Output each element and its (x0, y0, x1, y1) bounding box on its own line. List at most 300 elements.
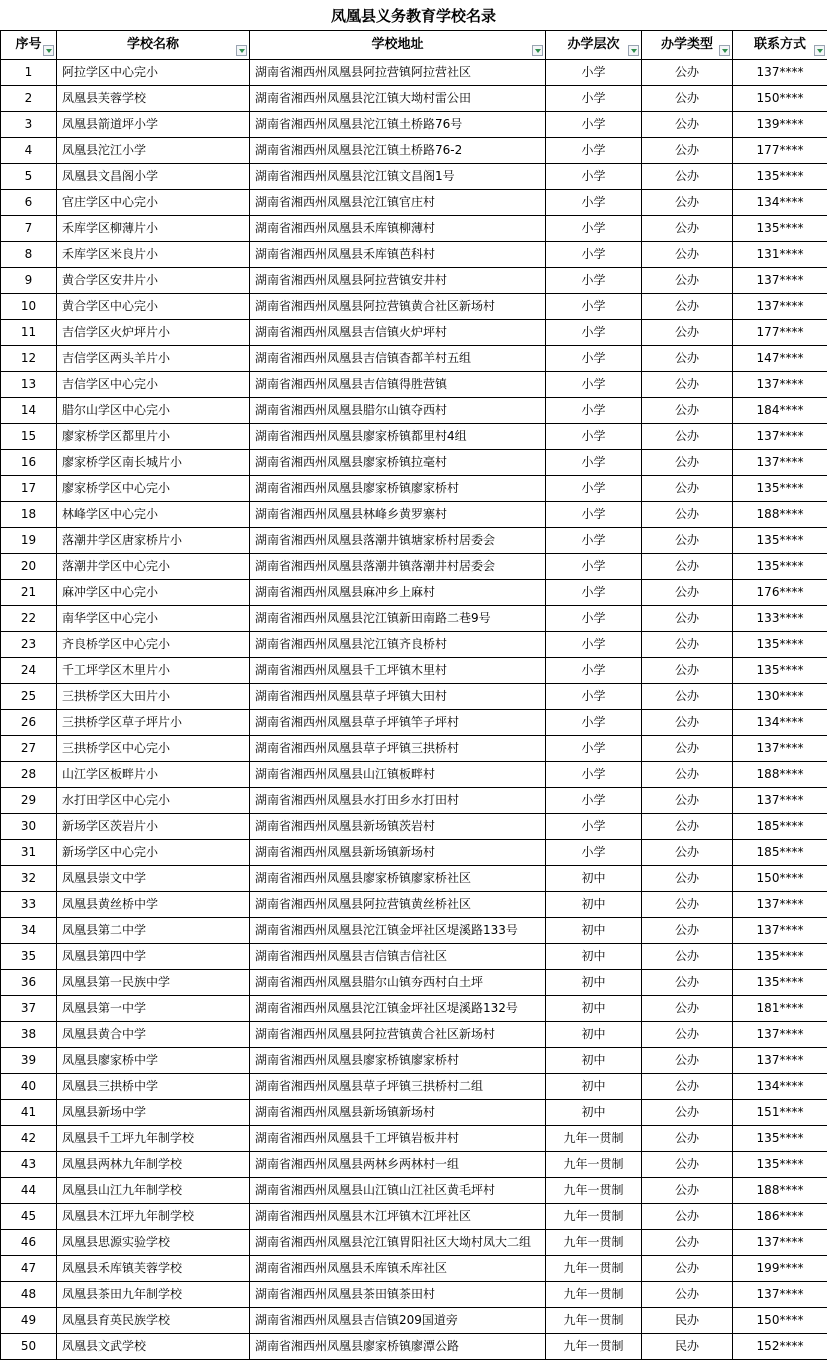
cell-level: 小学 (546, 476, 642, 502)
table-row (1, 944, 827, 970)
cell-level: 小学 (546, 398, 642, 424)
cell-contact: 188**** (733, 1178, 827, 1204)
cell-index: 43 (1, 1152, 57, 1178)
cell-address: 湖南省湘西州凤凰县沱江镇金坪社区堤溪路133号 (250, 918, 546, 944)
cell-contact: 135**** (733, 554, 827, 580)
cell-type: 公办 (642, 1230, 733, 1256)
table-row (1, 398, 827, 424)
cell-level: 初中 (546, 918, 642, 944)
cell-level: 小学 (546, 60, 642, 86)
cell-address: 湖南省湘西州凤凰县草子坪镇大田村 (250, 684, 546, 710)
table-row (1, 450, 827, 476)
cell-index: 45 (1, 1204, 57, 1230)
cell-address: 湖南省湘西州凤凰县廖家桥镇廖家桥社区 (250, 866, 546, 892)
cell-type: 公办 (642, 450, 733, 476)
cell-contact: 147**** (733, 346, 827, 372)
cell-index: 5 (1, 164, 57, 190)
cell-contact: 137**** (733, 424, 827, 450)
cell-contact: 139**** (733, 112, 827, 138)
cell-school-name: 山江学区板畔片小 (57, 762, 250, 788)
cell-address: 湖南省湘西州凤凰县沱江镇土桥路76号 (250, 112, 546, 138)
cell-contact: 137**** (733, 918, 827, 944)
cell-school-name: 林峰学区中心完小 (57, 502, 250, 528)
cell-level: 小学 (546, 450, 642, 476)
table-row (1, 346, 827, 372)
cell-contact: 137**** (733, 294, 827, 320)
cell-contact: 137**** (733, 736, 827, 762)
cell-index: 22 (1, 606, 57, 632)
cell-address: 湖南省湘西州凤凰县阿拉营镇安井村 (250, 268, 546, 294)
cell-level: 小学 (546, 580, 642, 606)
cell-level: 九年一贯制 (546, 1178, 642, 1204)
col-header-contact[interactable]: 联系方式 (733, 31, 827, 60)
cell-level: 小学 (546, 632, 642, 658)
cell-address: 湖南省湘西州凤凰县阿拉营镇黄合社区新场村 (250, 294, 546, 320)
cell-level: 初中 (546, 1048, 642, 1074)
cell-type: 公办 (642, 606, 733, 632)
col-header-idx[interactable]: 序号 (1, 31, 57, 60)
cell-contact: 135**** (733, 1152, 827, 1178)
cell-school-name: 凤凰县箭道坪小学 (57, 112, 250, 138)
cell-level: 小学 (546, 788, 642, 814)
table-row (1, 476, 827, 502)
cell-index: 24 (1, 658, 57, 684)
cell-type: 公办 (642, 554, 733, 580)
cell-index: 31 (1, 840, 57, 866)
table-row (1, 1126, 827, 1152)
cell-contact: 152**** (733, 1334, 827, 1360)
cell-type: 公办 (642, 164, 733, 190)
cell-level: 小学 (546, 502, 642, 528)
cell-type: 公办 (642, 398, 733, 424)
cell-level: 小学 (546, 164, 642, 190)
cell-level: 初中 (546, 866, 642, 892)
cell-type: 公办 (642, 840, 733, 866)
cell-type: 公办 (642, 190, 733, 216)
table-row (1, 138, 827, 164)
col-header-address[interactable]: 学校地址 (250, 31, 546, 60)
table-row (1, 892, 827, 918)
cell-type: 公办 (642, 112, 733, 138)
cell-index: 2 (1, 86, 57, 112)
cell-level: 九年一贯制 (546, 1230, 642, 1256)
cell-school-name: 新场学区茨岩片小 (57, 814, 250, 840)
cell-level: 小学 (546, 762, 642, 788)
cell-school-name: 凤凰县茶田九年制学校 (57, 1282, 250, 1308)
cell-type: 公办 (642, 918, 733, 944)
school-table (0, 30, 827, 1360)
cell-type: 公办 (642, 346, 733, 372)
table-row (1, 632, 827, 658)
cell-contact: 133**** (733, 606, 827, 632)
cell-address: 湖南省湘西州凤凰县林峰乡黄罗寨村 (250, 502, 546, 528)
cell-contact: 137**** (733, 268, 827, 294)
cell-school-name: 凤凰县三拱桥中学 (57, 1074, 250, 1100)
table-row (1, 1152, 827, 1178)
cell-contact: 135**** (733, 476, 827, 502)
cell-address: 湖南省湘西州凤凰县廖家桥镇拉毫村 (250, 450, 546, 476)
table-body (1, 60, 827, 1360)
cell-type: 公办 (642, 944, 733, 970)
cell-address: 湖南省湘西州凤凰县麻冲乡上麻村 (250, 580, 546, 606)
cell-level: 小学 (546, 424, 642, 450)
cell-type: 公办 (642, 580, 733, 606)
cell-school-name: 廖家桥学区中心完小 (57, 476, 250, 502)
cell-school-name: 凤凰县千工坪九年制学校 (57, 1126, 250, 1152)
cell-index: 29 (1, 788, 57, 814)
cell-type: 公办 (642, 996, 733, 1022)
cell-type: 公办 (642, 216, 733, 242)
cell-contact: 186**** (733, 1204, 827, 1230)
cell-type: 公办 (642, 60, 733, 86)
table-row (1, 190, 827, 216)
cell-school-name: 凤凰县两林九年制学校 (57, 1152, 250, 1178)
table-row (1, 164, 827, 190)
cell-address: 湖南省湘西州凤凰县落潮井镇落潮井村居委会 (250, 554, 546, 580)
cell-index: 28 (1, 762, 57, 788)
cell-level: 初中 (546, 1074, 642, 1100)
cell-school-name: 南华学区中心完小 (57, 606, 250, 632)
cell-index: 3 (1, 112, 57, 138)
cell-school-name: 黄合学区安井片小 (57, 268, 250, 294)
table-row (1, 1204, 827, 1230)
cell-level: 初中 (546, 1100, 642, 1126)
cell-index: 19 (1, 528, 57, 554)
cell-contact: 150**** (733, 1308, 827, 1334)
cell-level: 小学 (546, 346, 642, 372)
cell-level: 小学 (546, 736, 642, 762)
cell-contact: 135**** (733, 164, 827, 190)
table-row (1, 554, 827, 580)
cell-contact: 134**** (733, 190, 827, 216)
table-row (1, 1074, 827, 1100)
cell-level: 小学 (546, 528, 642, 554)
cell-index: 50 (1, 1334, 57, 1360)
cell-level: 小学 (546, 320, 642, 346)
cell-school-name: 凤凰县黄合中学 (57, 1022, 250, 1048)
table-row (1, 684, 827, 710)
cell-level: 小学 (546, 112, 642, 138)
col-header-type[interactable]: 办学类型 (642, 31, 733, 60)
cell-level: 初中 (546, 1022, 642, 1048)
cell-school-name: 凤凰县第二中学 (57, 918, 250, 944)
cell-contact: 150**** (733, 86, 827, 112)
page-title: 凤凰县义务教育学校名录 (330, 6, 496, 25)
cell-index: 1 (1, 60, 57, 86)
cell-address: 湖南省湘西州凤凰县沱江镇新田南路二巷9号 (250, 606, 546, 632)
cell-address: 湖南省湘西州凤凰县吉信镇火炉坪村 (250, 320, 546, 346)
cell-contact: 137**** (733, 60, 827, 86)
cell-level: 小学 (546, 138, 642, 164)
cell-school-name: 廖家桥学区南长城片小 (57, 450, 250, 476)
cell-contact: 135**** (733, 1126, 827, 1152)
cell-contact: 135**** (733, 658, 827, 684)
col-header-level[interactable]: 办学层次 (546, 31, 642, 60)
cell-school-name: 凤凰县第四中学 (57, 944, 250, 970)
cell-address: 湖南省湘西州凤凰县廖家桥镇都里村4组 (250, 424, 546, 450)
cell-index: 42 (1, 1126, 57, 1152)
cell-contact: 135**** (733, 632, 827, 658)
cell-address: 湖南省湘西州凤凰县腊尔山镇夯西村白土坪 (250, 970, 546, 996)
cell-index: 16 (1, 450, 57, 476)
cell-index: 4 (1, 138, 57, 164)
cell-type: 公办 (642, 684, 733, 710)
cell-address: 湖南省湘西州凤凰县千工坪镇木里村 (250, 658, 546, 684)
cell-type: 公办 (642, 320, 733, 346)
cell-contact: 135**** (733, 970, 827, 996)
filter-dropdown-icon[interactable] (532, 45, 543, 56)
cell-level: 小学 (546, 710, 642, 736)
cell-address: 湖南省湘西州凤凰县沱江镇大坳村雷公田 (250, 86, 546, 112)
cell-contact: 181**** (733, 996, 827, 1022)
table-row (1, 762, 827, 788)
cell-school-name: 凤凰县育英民族学校 (57, 1308, 250, 1334)
cell-index: 21 (1, 580, 57, 606)
table-row (1, 86, 827, 112)
cell-address: 湖南省湘西州凤凰县草子坪镇三拱桥村 (250, 736, 546, 762)
cell-address: 湖南省湘西州凤凰县吉信镇杳都羊村五组 (250, 346, 546, 372)
cell-index: 25 (1, 684, 57, 710)
cell-school-name: 禾库学区米良片小 (57, 242, 250, 268)
cell-index: 17 (1, 476, 57, 502)
table-row (1, 1334, 827, 1360)
cell-address: 湖南省湘西州凤凰县沱江镇官庄村 (250, 190, 546, 216)
cell-level: 九年一贯制 (546, 1204, 642, 1230)
cell-index: 20 (1, 554, 57, 580)
cell-contact: 188**** (733, 502, 827, 528)
cell-contact: 177**** (733, 320, 827, 346)
cell-level: 初中 (546, 970, 642, 996)
cell-school-name: 凤凰县山江九年制学校 (57, 1178, 250, 1204)
cell-type: 公办 (642, 268, 733, 294)
cell-type: 公办 (642, 1126, 733, 1152)
filter-dropdown-icon[interactable] (628, 45, 639, 56)
cell-type: 公办 (642, 138, 733, 164)
cell-contact: 188**** (733, 762, 827, 788)
cell-address: 湖南省湘西州凤凰县沱江镇胃阳社区大坳村凤大二组 (250, 1230, 546, 1256)
cell-address: 湖南省湘西州凤凰县山江镇山江社区黄毛坪村 (250, 1178, 546, 1204)
cell-address: 湖南省湘西州凤凰县木江坪镇木江坪社区 (250, 1204, 546, 1230)
cell-index: 34 (1, 918, 57, 944)
cell-address: 湖南省湘西州凤凰县两林乡两林村一组 (250, 1152, 546, 1178)
cell-school-name: 三拱桥学区草子坪片小 (57, 710, 250, 736)
cell-address: 湖南省湘西州凤凰县新场镇新场村 (250, 1100, 546, 1126)
cell-index: 35 (1, 944, 57, 970)
cell-school-name: 凤凰县文武学校 (57, 1334, 250, 1360)
cell-address: 湖南省湘西州凤凰县阿拉营镇黄丝桥社区 (250, 892, 546, 918)
cell-address: 湖南省湘西州凤凰县草子坪镇竿子坪村 (250, 710, 546, 736)
cell-school-name: 廖家桥学区都里片小 (57, 424, 250, 450)
cell-type: 公办 (642, 294, 733, 320)
cell-level: 小学 (546, 242, 642, 268)
cell-index: 44 (1, 1178, 57, 1204)
cell-school-name: 黄合学区中心完小 (57, 294, 250, 320)
cell-school-name: 千工坪学区木里片小 (57, 658, 250, 684)
filter-dropdown-icon[interactable] (719, 45, 730, 56)
cell-type: 公办 (642, 866, 733, 892)
cell-school-name: 吉信学区火炉坪片小 (57, 320, 250, 346)
cell-type: 民办 (642, 1308, 733, 1334)
cell-index: 7 (1, 216, 57, 242)
cell-school-name: 凤凰县廖家桥中学 (57, 1048, 250, 1074)
table-row (1, 606, 827, 632)
cell-school-name: 水打田学区中心完小 (57, 788, 250, 814)
cell-school-name: 凤凰县木江坪九年制学校 (57, 1204, 250, 1230)
cell-level: 小学 (546, 86, 642, 112)
cell-school-name: 凤凰县黄丝桥中学 (57, 892, 250, 918)
cell-address: 湖南省湘西州凤凰县吉信镇得胜营镇 (250, 372, 546, 398)
filter-dropdown-icon[interactable] (814, 45, 825, 56)
col-header-name[interactable]: 学校名称 (57, 31, 250, 60)
cell-index: 32 (1, 866, 57, 892)
table-row (1, 1178, 827, 1204)
table-row (1, 1256, 827, 1282)
cell-address: 湖南省湘西州凤凰县沱江镇土桥路76-2 (250, 138, 546, 164)
cell-school-name: 落潮井学区中心完小 (57, 554, 250, 580)
cell-contact: 137**** (733, 892, 827, 918)
cell-school-name: 凤凰县思源实验学校 (57, 1230, 250, 1256)
table-row (1, 840, 827, 866)
cell-level: 九年一贯制 (546, 1308, 642, 1334)
table-row (1, 866, 827, 892)
cell-school-name: 凤凰县崇文中学 (57, 866, 250, 892)
cell-index: 39 (1, 1048, 57, 1074)
cell-type: 公办 (642, 1022, 733, 1048)
table-row (1, 502, 827, 528)
cell-school-name: 禾库学区柳薄片小 (57, 216, 250, 242)
cell-level: 小学 (546, 814, 642, 840)
cell-index: 10 (1, 294, 57, 320)
cell-index: 13 (1, 372, 57, 398)
cell-address: 湖南省湘西州凤凰县千工坪镇岩板井村 (250, 1126, 546, 1152)
table-row (1, 1022, 827, 1048)
cell-index: 6 (1, 190, 57, 216)
table-row (1, 710, 827, 736)
filter-dropdown-icon[interactable] (236, 45, 247, 56)
cell-address: 湖南省湘西州凤凰县茶田镇茶田村 (250, 1282, 546, 1308)
cell-type: 公办 (642, 788, 733, 814)
cell-school-name: 凤凰县第一中学 (57, 996, 250, 1022)
cell-address: 湖南省湘西州凤凰县沱江镇齐良桥村 (250, 632, 546, 658)
cell-school-name: 凤凰县沱江小学 (57, 138, 250, 164)
cell-index: 37 (1, 996, 57, 1022)
cell-address: 湖南省湘西州凤凰县新场镇茨岩村 (250, 814, 546, 840)
cell-school-name: 凤凰县第一民族中学 (57, 970, 250, 996)
cell-type: 公办 (642, 372, 733, 398)
cell-level: 小学 (546, 268, 642, 294)
cell-type: 公办 (642, 632, 733, 658)
cell-address: 湖南省湘西州凤凰县禾库镇柳薄村 (250, 216, 546, 242)
cell-index: 40 (1, 1074, 57, 1100)
cell-address: 湖南省湘西州凤凰县廖家桥镇廖潭公路 (250, 1334, 546, 1360)
cell-school-name: 凤凰县禾库镇芙蓉学校 (57, 1256, 250, 1282)
table-row (1, 424, 827, 450)
cell-level: 小学 (546, 606, 642, 632)
header-row (1, 31, 827, 60)
cell-school-name: 阿拉学区中心完小 (57, 60, 250, 86)
cell-contact: 176**** (733, 580, 827, 606)
cell-address: 湖南省湘西州凤凰县廖家桥镇廖家桥村 (250, 1048, 546, 1074)
cell-address: 湖南省湘西州凤凰县廖家桥镇廖家桥村 (250, 476, 546, 502)
table-row (1, 294, 827, 320)
cell-contact: 137**** (733, 450, 827, 476)
cell-level: 小学 (546, 190, 642, 216)
cell-type: 公办 (642, 1048, 733, 1074)
cell-address: 湖南省湘西州凤凰县吉信镇209国道旁 (250, 1308, 546, 1334)
cell-level: 九年一贯制 (546, 1282, 642, 1308)
cell-index: 33 (1, 892, 57, 918)
cell-address: 湖南省湘西州凤凰县新场镇新场村 (250, 840, 546, 866)
cell-school-name: 腊尔山学区中心完小 (57, 398, 250, 424)
cell-level: 小学 (546, 216, 642, 242)
cell-school-name: 三拱桥学区大田片小 (57, 684, 250, 710)
cell-type: 公办 (642, 658, 733, 684)
cell-level: 初中 (546, 944, 642, 970)
table-row (1, 814, 827, 840)
cell-school-name: 新场学区中心完小 (57, 840, 250, 866)
cell-index: 11 (1, 320, 57, 346)
cell-level: 小学 (546, 554, 642, 580)
cell-address: 湖南省湘西州凤凰县草子坪镇三拱桥村二组 (250, 1074, 546, 1100)
cell-level: 小学 (546, 372, 642, 398)
cell-index: 9 (1, 268, 57, 294)
cell-type: 公办 (642, 86, 733, 112)
cell-type: 公办 (642, 1152, 733, 1178)
cell-type: 公办 (642, 1100, 733, 1126)
cell-index: 27 (1, 736, 57, 762)
cell-contact: 130**** (733, 684, 827, 710)
cell-index: 8 (1, 242, 57, 268)
table-row (1, 580, 827, 606)
cell-address: 湖南省湘西州凤凰县水打田乡水打田村 (250, 788, 546, 814)
cell-type: 公办 (642, 762, 733, 788)
cell-contact: 135**** (733, 944, 827, 970)
cell-level: 九年一贯制 (546, 1126, 642, 1152)
cell-type: 公办 (642, 1178, 733, 1204)
cell-contact: 137**** (733, 788, 827, 814)
table-row (1, 1282, 827, 1308)
cell-type: 公办 (642, 424, 733, 450)
cell-contact: 137**** (733, 372, 827, 398)
cell-level: 九年一贯制 (546, 1334, 642, 1360)
cell-index: 26 (1, 710, 57, 736)
cell-address: 湖南省湘西州凤凰县阿拉营镇黄合社区新场村 (250, 1022, 546, 1048)
cell-contact: 131**** (733, 242, 827, 268)
cell-contact: 134**** (733, 710, 827, 736)
cell-address: 湖南省湘西州凤凰县禾库镇禾库社区 (250, 1256, 546, 1282)
cell-index: 36 (1, 970, 57, 996)
cell-school-name: 凤凰县文昌阁小学 (57, 164, 250, 190)
cell-contact: 137**** (733, 1022, 827, 1048)
table-row (1, 60, 827, 86)
cell-contact: 137**** (733, 1230, 827, 1256)
cell-level: 小学 (546, 684, 642, 710)
cell-type: 民办 (642, 1334, 733, 1360)
cell-index: 46 (1, 1230, 57, 1256)
cell-contact: 151**** (733, 1100, 827, 1126)
cell-index: 41 (1, 1100, 57, 1126)
cell-contact: 185**** (733, 814, 827, 840)
filter-dropdown-icon[interactable] (43, 45, 54, 56)
cell-index: 47 (1, 1256, 57, 1282)
table-row (1, 320, 827, 346)
cell-level: 九年一贯制 (546, 1256, 642, 1282)
cell-contact: 137**** (733, 1282, 827, 1308)
cell-contact: 185**** (733, 840, 827, 866)
table-row (1, 216, 827, 242)
cell-level: 小学 (546, 658, 642, 684)
cell-school-name: 凤凰县芙蓉学校 (57, 86, 250, 112)
